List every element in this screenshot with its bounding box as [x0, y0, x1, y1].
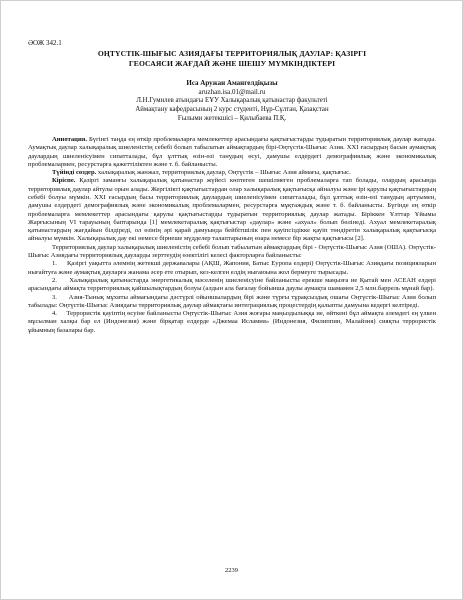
body-paragraph: 3. Азия-Тынық мұхиты аймағындағы дәстүрлі ойыншылардың бірі және түрғы тұрақсыздық ошағы Оңтүстік-Шығыс Азия болып табылады: Оңтүстік-Шығыс Азиядағы территориялық даулар аймақтағы интеграциялық процестердің қалыпты дамуына кедергі келтіреді. — [28, 293, 436, 309]
body-paragraph: 1. Қазіргі уақытта әлемнің жетекші державалары (АҚШ, Жапония, Батыс Еуропа елдері) Оңтүстік-Шығыс Азиядағы позицияларын нығайтуға және аумақтық дауларға жанама әсер ете отырып, кез-келген елдің нығаюына жол бермеуге тырысады. — [28, 260, 436, 276]
intro-text: Қазіргі заманғы халықаралық қатынастар жүйесі көптеген шешілмеген проблемаларға тап болады, олардың арасында территориялық даулар айтулы орын алады. Жергілікті қақтығыстардан олар халықаралық қақтығысқа айналуы және ірі қарулы қақтығыстардың себебі болуы мүмкін. XXI ғасырдың басы территориялық даулардың шиеленісуімен сипатталады, бұл ұлттық өзін-өзі танудың артуымен, дамушы елдердегі демографиялық және экономикалық проблемалармен, ресурстарға мұқтаждық және т. б. байланысты. Бүгінде ең өткір проблемаларға мемлекеттер арасындағы қарулы қақтығыстарды тудыратын территориялық даулар жатады. Біріккен Ұлттар Ұйымы Жарғысының VI тарауының баптарында [1] мемлекетаралық қақтығыстар «даулар» және «ахуал» болып бөлінеді. Ахуал мемлекетаралық қатынастардың жағдайын білдіреді, ол өзінің әрі қарай дамуында бейбітшілік пен қауіпсіздікке қауіп төндіретін халықаралық қақтығысқа айналуы мүмкін. Халықаралық дау екі немесе бірнеше мүдделер талаптарының өзара немесе бір жақты қақтығысы [2]. — [28, 177, 436, 243]
page-number: 2239 — [225, 567, 238, 574]
abstract-paragraph — [28, 136, 436, 169]
body-paragraph: Территориялық даулар халықаралық шиеленістің себебі болып табылатын аймақтардың бірі - Оңтүстік-Шығыс Азия (ОША). Оңтүстік-Шығыс Азиядағы территориялық дауларды зерттеудің өзектілігі келесі факторларға байланысты: — [28, 243, 436, 260]
affiliation-line: Ғылыми жетекшісі – Қилыбаева П.Қ. — [177, 115, 287, 122]
intro-paragraph — [28, 177, 436, 243]
body-paragraph: 2. Халықаралық қатынастарда энергетикалық мәселенің шиеленісуіне байланысты ерекше маңызға ие Қытай мен АСЕАН елдері арасындағы аймақта территориялық қайшылықтардың болуы (алдын ала бағалау бойынша даулы аумақта шамамен 2,5 млн.баррель мұнай бар). — [28, 276, 436, 293]
intro-lead: Кіріспе. — [52, 177, 76, 185]
body-paragraph: 4. Террористік қауіптің өсуіне байланысты Оңтүстік-Шығыс Азия жоғары маңыздылыққа ие, өйткені бұл аймақта әлемдегі ең үлкен мұсылман халқы бар ел (Индонезия) және бірқатар елдерде «Джемаа Исламия» (Индонезия, Филиппин, Малайзия) сияқты террористік ұйымның базалары бар. — [28, 310, 436, 334]
keywords-lead: Түйінді сөздер. — [52, 169, 97, 177]
abstract-lead: Аннотация. — [52, 135, 88, 143]
author-affiliation — [28, 97, 436, 124]
abstract-text: Бүгінгі таңда ең өткір проблемаларға мемлекеттер арасындағы қақтығыстарды тудыратын территориялық даулар жатады. Аумақтық даулар халықаралық шиеленістің себебі болып табылатын аймақтардың бірі-Оңтүстік-Шығыс Азия. XXI ғасырдың басын аумақтық даулардың шиеленісуімен сипатталады, бұл ұлттық өзін-өзі танудың өсуі, дамушы елдердегі демографиялық және экономикалық проблемалармен, ресурстарға қажеттіліктен және т. б. байланысты. — [28, 135, 436, 168]
author-email: aruzhan.isa.01@mail.ru — [198, 88, 266, 97]
paper-title — [28, 49, 436, 68]
udc-code: ӘОЖ 342.1 — [28, 39, 62, 47]
paper-content — [28, 39, 436, 335]
keywords-text: халықаралық жанжал, территориялық даулар, Оңтүстік – Шығыс Азия аймағы, қақтығыс. — [96, 169, 351, 177]
title-line: ГЕОСАЯСИ ЖАҒДАЙ ЖӘНЕ ШЕШУ МҮМКІНДІКТЕРІ — [128, 58, 336, 68]
title-line: ОҢТҮСТІК-ШЫҒЫС АЗИЯДАҒЫ ТЕРРИТОРИЯЛЫҚ ДАУЛАР: ҚАЗІРГІ — [97, 49, 367, 58]
author-name: Иса Аружан Амангелдіқызы — [186, 79, 278, 88]
keywords-paragraph — [28, 169, 436, 177]
affiliation-line: Аймақтану кафедрасының 2 курс студенті, Нұр-Сұлтан, Қазақстан — [135, 106, 329, 114]
affiliation-line: Л.Н.Гумилев атындағы ЕҰУ Халықаралық қатынастар факультеті — [136, 97, 328, 105]
